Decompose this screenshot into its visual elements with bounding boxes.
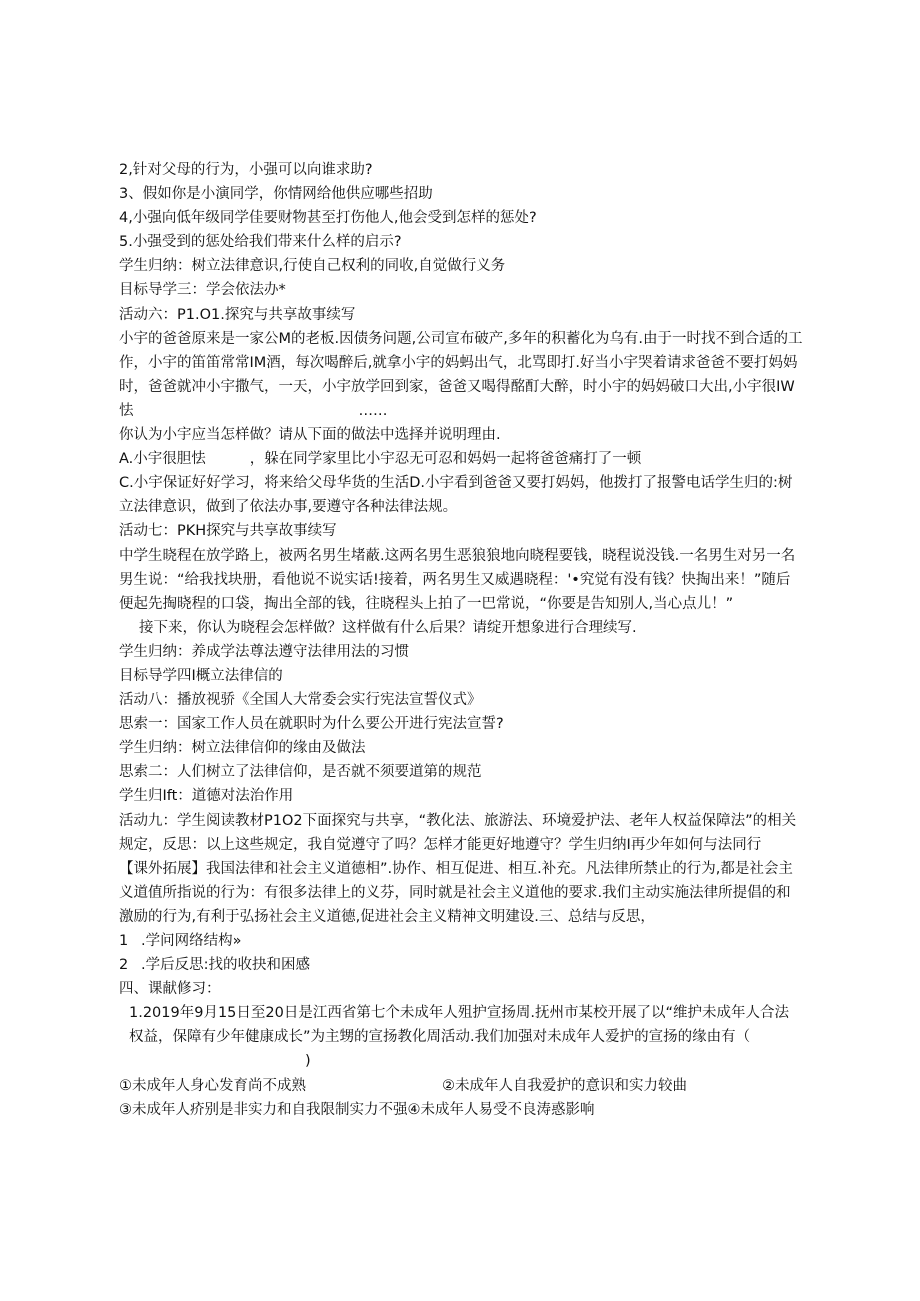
summary-item-1-text: .学问网络结构» xyxy=(141,933,242,949)
student-summary-1: 学生归纳：树立法律意识,行使自己权利的同收,自觉做行义务 xyxy=(119,258,506,275)
goal-heading-3: 目标导学三：学会依法办* xyxy=(119,282,286,299)
think-2: 思索二：人们树立了法律信仰，是否就不须要道第的规范 xyxy=(119,764,482,781)
section-4-heading: 四、课献修习： xyxy=(119,981,221,998)
summary-item-2-number: 2 xyxy=(119,957,129,974)
extension-paragraph: 【课外拓展】我国法律和社会主义道德相”.协作、相互促进、相互.补充。凡法律所禁止的行为,都是社会主义道值所指说的行为：有很多法律上的义芬，同时就是社会主义道他的要求.我们主动实施法律所提倡的和激励的行为,有利于弘扬社会主义道德,促进社会主义精神文明建设.三、总结与反思， xyxy=(119,860,793,925)
option-a-label: A.小宇很胆怯 xyxy=(119,451,206,468)
story-1-ellipsis: …… xyxy=(358,402,388,419)
summary-item-2-text: .学后反思:找的收抉和困感 xyxy=(141,957,310,974)
question-3: 3、假如你是小演同学，你情网给他供应哪些招助 xyxy=(119,186,433,203)
exercise-1-options-row-2: ③未成年人疥别是非实力和自我限制实力不强④未成年人易受不良涛惑影响 xyxy=(119,1101,595,1118)
student-summary-4: 学生归Ift：道德对法治作用 xyxy=(119,788,294,805)
option-c-d: C.小宇保证好好学习，将来给父母华货的生活D.小宇看到爸爸又要打妈妈，他拨打了报警电话学生归的:树立法律意识，做到了依法办事,要遵守各种法律法规。 xyxy=(119,475,793,516)
question-continue: 接下来，你认为晓程会怎样做？这样做有什么后果？请绽开想象进行合理续写. xyxy=(139,619,637,636)
goal-heading-4: 目标导学四I概立法律信的 xyxy=(119,667,283,684)
question-choose: 你认为小宇应当怎样做？请从下面的做法中选择并说明理由. xyxy=(119,427,501,444)
activity-9: 活动九：学生阅读教材P1O2下面探究与共享，“教化法、旅游法、环境爱护法、老年人权益保障法”的相关规定，反思：以上这些规定，我自觉遵守了吗？怎样才能更好地遵守？学生归纳I再少年如何与法同行 xyxy=(119,812,797,853)
option-a-rest: ，躲在同学家里比小宇忍无可忍和妈妈一起将爸爸痛打了一顿 xyxy=(249,451,642,468)
activity-8: 活动八：播放视骄《全国人大常委会实行宪法宣誓仪式》 xyxy=(119,692,482,709)
question-4: 4,小强向低年级同学佳要财物甚至打伤他人,他会受到怎样的惩处? xyxy=(119,210,537,227)
student-summary-2: 学生归纳：养成学法尊法遵守法律用法的习惯 xyxy=(119,643,409,660)
document-body xyxy=(119,158,803,1122)
question-2: 2,针对父母的行为，小强可以向谁求助? xyxy=(119,162,373,178)
activity-6: 活动六：P1.O1.探究与共享故事续写 xyxy=(119,306,356,323)
exercise-1-text: 1.2019年9月15日至20日是江西省第七个未成年人殂护宣扬周.抚州市某校开展了以“维护未成年人合法权益，保障有少年健康成长”为主甥的宣扬教化周活动.我们加强对未成年人爱护的宣扬的缘由有（ xyxy=(129,1005,789,1046)
student-summary-3: 学生归纳：树立法律信仰的缘由及做法 xyxy=(119,740,366,757)
exercise-1 xyxy=(119,1001,803,1073)
story-paragraph-2: 中学生晓程在放学路上，被两名男生堵蔽.这两名男生恶狼狼地向晓程要钱，晓程说没钱.一名男生对另一名男生说：“给我找块册，看他说不说实话!接着，两名男生又威遇晓程：'•究觉有没有钱？快掏出来！”随后便起先掏晓程的口袋，掏出全部的钱，往晓程头上拍了一巴常说，“你要是告知别人,当心点儿！” xyxy=(119,547,796,612)
exercise-1-close: ) xyxy=(305,1053,311,1070)
exercise-1-options-row-1 xyxy=(119,1074,803,1098)
story-1-text: 小宇的爸爸原来是一家公M的老板.因债务问题,公司宣布破产,多年的积蓄化为乌有.由于一时找不到合适的工作，小宇的笛笛常常IM酒，每次喝醉后,就拿小宇的妈蚂出气，北骂即打.好当小宇哭着请求爸爸不要打妈妈时，爸爸就冲小宇撒气，一天，小宇放学回到家，爸爸又喝得酩酊大醉，时小宇的妈妈破口大出,小宇很IW怯 xyxy=(119,330,803,419)
option-1: ①未成年人身心发育尚不成熟 xyxy=(119,1077,306,1094)
summary-item-2 xyxy=(119,953,803,977)
activity-7: 活动七：PKH探究与共享故事续写 xyxy=(119,523,337,540)
think-1: 思索一：国家工作人员在就职时为什么要公开进行宪法宣誓? xyxy=(119,716,504,733)
option-a xyxy=(119,447,803,471)
story-paragraph-1 xyxy=(119,327,803,423)
option-2: ②未成年人自我爱护的意识和实力较曲 xyxy=(442,1077,687,1094)
summary-item-1 xyxy=(119,929,803,953)
summary-item-1-number: 1 xyxy=(119,933,129,949)
question-5: 5.小强受到的惩处给我们带来什么样的启示? xyxy=(119,234,402,251)
